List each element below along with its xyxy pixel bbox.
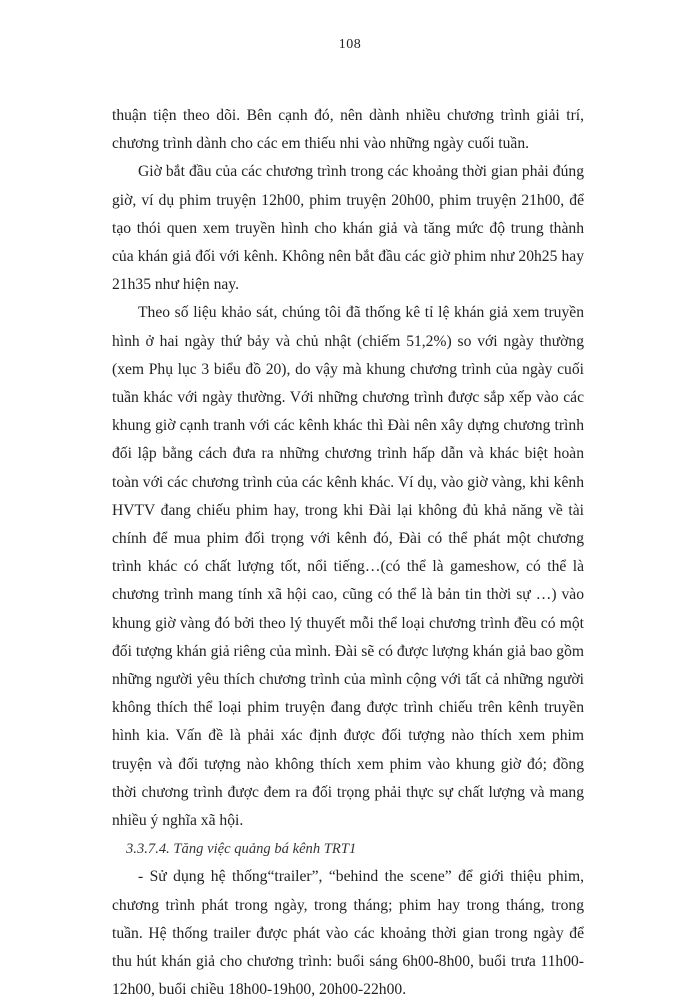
page-number: 108 <box>338 37 362 52</box>
list-item-trailer: - Sử dụng hệ thống“trailer”, “behind the scene” để giới thiệu phim, chương trình phát trong ngày, trong tháng; phim hay trong tháng, trong tuần. Hệ thống trailer được phát vào các khoảng thời gian trong ngày để thu hút khán giả cho chương trình: buổi sáng 6h00-8h00, buổi trưa 11h00-12h00, buổi chiều 18h00-19h00, 20h00-22h00. <box>112 868 584 999</box>
paragraph-continuation: thuận tiện theo dõi. Bên cạnh đó, nên dành nhiều chương trình giải trí, chương trình dành cho các em thiếu nhi vào những ngày cuối tuần. <box>112 107 584 153</box>
paragraph-start-times: Giờ bắt đầu của các chương trình trong các khoảng thời gian phải đúng giờ, ví dụ phim truyện 12h00, phim truyện 20h00, phim truyện 21h00, để tạo thói quen xem truyền hình cho khán giả và tăng mức độ trung thành của khán giả đối với kênh. Không nên bắt đầu các giờ phim như 20h25 hay 21h35 như hiện nay. <box>112 163 584 294</box>
document-body <box>112 102 584 1005</box>
section-heading: 3.3.7.4. Tăng việc quảng bá kênh TRT1 <box>126 841 357 858</box>
paragraph-survey-weekend: Theo số liệu khảo sát, chúng tôi đã thống kê tỉ lệ khán giả xem truyền hình ở hai ngày thứ bảy và chủ nhật (chiếm 51,2%) so với ngày thường (xem Phụ lục 3 biểu đồ 20), do vậy mà khung chương trình của ngày cuối tuần khác với ngày thường. Với những chương trình được sắp xếp vào các khung giờ cạnh tranh với các kênh khác thì Đài nên xây dựng chương trình đối lập bằng cách đưa ra những chương trình hấp dẫn và khác biệt hoàn toàn với các chương trình của các kênh khác. Ví dụ, vào giờ vàng, khi kênh HVTV đang chiếu phim hay, trong khi Đài lại không đủ khả năng về tài chính để mua phim đối trọng với kênh đó, Đài có thể phát một chương trình khác có chất lượng tốt, nổi tiếng…(có thể là gameshow, có thể là chương trình mang tính xã hội cao, cũng có thể là bản tin thời sự …) vào khung giờ vàng đó bởi theo lý thuyết mỗi thể loại chương trình đều có một đối tượng khán giả riêng của mình. Đài sẽ có được lượng khán giả bao gồm những người yêu thích chương trình của mình cộng với tất cả những người không thích thể loại phim truyện đang được trình chiếu trên kênh truyền hình kia. Vấn đề là phải xác định được đối tượng nào thích xem phim truyện và đối tượng nào không thích xem phim vào khung giờ đó; đồng thời chương trình được đem ra đối trọng phải thực sự chất lượng và mang nhiều ý nghĩa xã hội. <box>112 304 584 830</box>
